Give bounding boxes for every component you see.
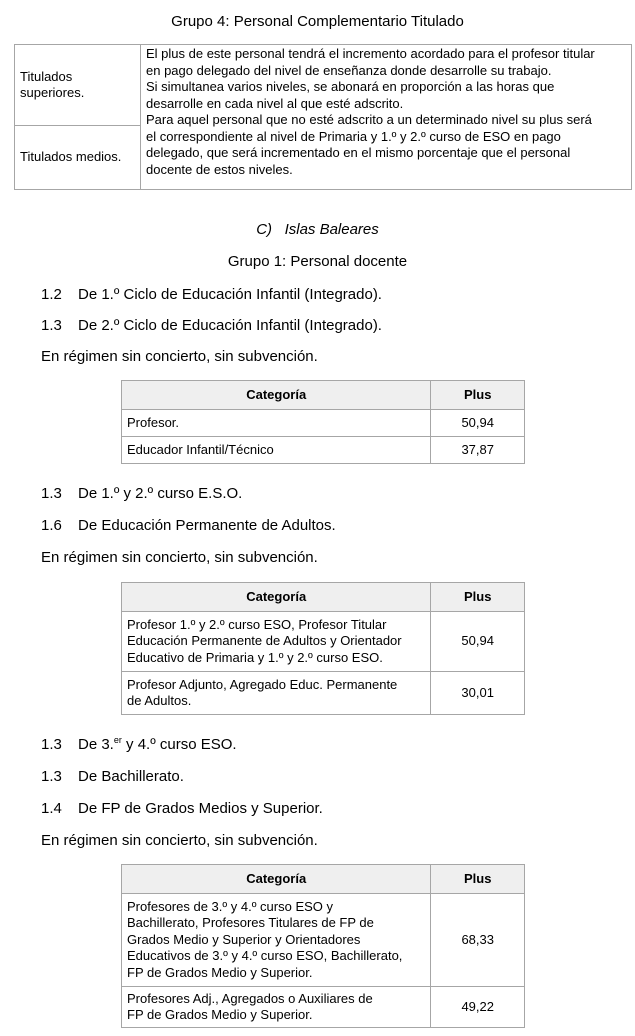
category-cell: Educador Infantil/Técnico <box>122 437 431 464</box>
plus-cell: 50,94 <box>431 410 525 437</box>
header-categoria: Categoría <box>122 583 431 612</box>
list-item <box>41 736 237 754</box>
ordinal-superscript: er <box>113 735 122 745</box>
plus-table-eso-adultos <box>121 582 525 715</box>
plus-cell: 49,22 <box>431 987 525 1028</box>
header-plus: Plus <box>431 865 525 894</box>
category-line: Profesor 1.º y 2.º curso ESO, Profesor Titular <box>127 616 387 632</box>
list-item <box>41 485 242 503</box>
table-row <box>122 672 525 715</box>
complementary-staff-description <box>141 45 632 190</box>
category-line: Bachillerato, Profesores Titulares de FP de <box>127 915 374 931</box>
table-row <box>122 612 525 672</box>
regime-text: En régimen sin concierto, sin subvención. <box>41 832 318 849</box>
description-line: delegado, que será incrementado en el mismo porcentaje que el personal <box>146 145 571 160</box>
regime-text: En régimen sin concierto, sin subvención. <box>41 549 318 566</box>
item-text: De 1.º y 2.º curso E.S.O. <box>78 485 243 502</box>
item-text: De FP de Grados Medios y Superior. <box>78 800 323 817</box>
region-name: Islas Baleares <box>284 221 379 238</box>
description-line: Para aquel personal que no esté adscrito a un determinado nivel su plus será <box>146 112 592 127</box>
category-line: Profesores de 3.º y 4.º curso ESO y <box>127 898 334 914</box>
category-cell <box>122 612 431 672</box>
item-number: 1.4 <box>41 800 62 817</box>
titulados-medios-label: Titulados medios. <box>15 126 141 190</box>
plus-table-bachillerato-fp <box>121 864 525 1028</box>
description-line: El plus de este personal tendrá el incremento acordado para el profesor titular <box>146 46 595 61</box>
list-item <box>41 800 323 818</box>
category-cell <box>122 987 431 1028</box>
table-row <box>122 894 525 987</box>
table-row <box>122 410 525 437</box>
item-number: 1.3 <box>41 485 62 502</box>
category-line: Profesores Adj., Agregados o Auxiliares de <box>127 990 373 1006</box>
titulados-superiores-label: Titulados superiores. <box>15 45 141 126</box>
header-categoria: Categoría <box>122 381 431 410</box>
item-number: 1.3 <box>41 736 62 753</box>
list-item <box>41 517 336 535</box>
section-c-heading <box>0 221 635 239</box>
header-plus: Plus <box>431 381 525 410</box>
plus-table-infantil <box>121 380 525 464</box>
description-line: el correspondiente al nivel de Primaria y 1.º y 2.º curso de ESO en pago <box>146 128 561 144</box>
category-line: Educación Permanente de Adultos y Orientador <box>127 633 402 649</box>
item-text: De Bachillerato. <box>78 768 184 785</box>
category-line: FP de Grados Medio y Superior. <box>127 1007 313 1022</box>
complementary-staff-table <box>14 44 632 190</box>
category-cell <box>122 672 431 715</box>
description-line: docente de estos niveles. <box>146 161 293 177</box>
item-text: De 1.º Ciclo de Educación Infantil (Integrado). <box>78 286 382 303</box>
item-number: 1.6 <box>41 517 62 534</box>
group1-title: Grupo 1: Personal docente <box>227 253 408 270</box>
category-cell: Profesor. <box>122 410 431 437</box>
description-line: en pago delegado del nivel de enseñanza donde desarrolle su trabajo. <box>146 62 552 78</box>
category-line: de Adultos. <box>127 693 192 708</box>
item-text-pre: De 3. <box>78 736 114 753</box>
category-line: Grados Medio y Superior y Orientadores <box>127 931 361 947</box>
list-item <box>41 286 382 304</box>
section-letter: C) <box>256 221 273 238</box>
item-text-post: y 4.º curso ESO. <box>121 736 237 753</box>
plus-cell: 37,87 <box>431 437 525 464</box>
item-number: 1.2 <box>41 286 62 303</box>
plus-cell: 30,01 <box>431 672 525 715</box>
plus-cell: 50,94 <box>431 612 525 672</box>
category-cell <box>122 894 431 987</box>
header-categoria: Categoría <box>122 865 431 894</box>
regime-text: En régimen sin concierto, sin subvención. <box>41 348 318 365</box>
table-row <box>122 987 525 1028</box>
description-line: desarrolle en cada nivel al que esté adscrito. <box>146 95 404 111</box>
category-line: Educativo de Primaria y 1.º y 2.º curso ESO. <box>127 649 383 665</box>
group4-title: Grupo 4: Personal Complementario Titulado <box>171 13 464 30</box>
list-item <box>41 317 382 335</box>
table-row <box>122 437 525 464</box>
category-line: FP de Grados Medio y Superior. <box>127 964 313 980</box>
item-text: De Educación Permanente de Adultos. <box>78 517 336 534</box>
plus-cell: 68,33 <box>431 894 525 987</box>
item-text: De 2.º Ciclo de Educación Infantil (Integrado). <box>78 317 382 334</box>
category-line: Educativos de 3.º y 4.º curso ESO, Bachillerato, <box>127 948 403 964</box>
header-plus: Plus <box>431 583 525 612</box>
item-number: 1.3 <box>41 317 62 334</box>
list-item <box>41 768 184 786</box>
description-line: Si simultanea varios niveles, se abonará en proporción a las horas que <box>146 79 555 94</box>
item-text <box>78 736 237 753</box>
item-number: 1.3 <box>41 768 62 785</box>
category-line: Profesor Adjunto, Agregado Educ. Permanente <box>127 676 398 692</box>
